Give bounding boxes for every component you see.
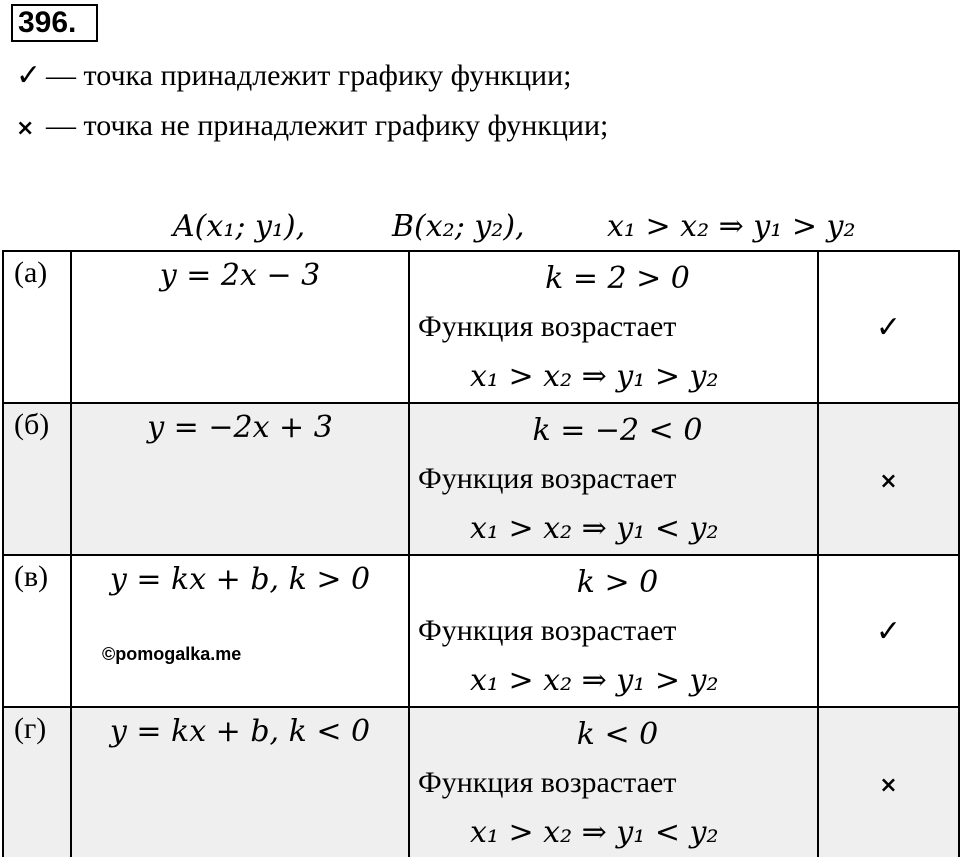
function-cell bbox=[71, 555, 409, 707]
reason-text: Функция возрастает bbox=[418, 614, 677, 647]
legend-cross-line bbox=[16, 108, 608, 147]
reason-inequality: x₁ > x₂ ⇒ y₁ > y₂ bbox=[470, 359, 719, 394]
function-cell bbox=[71, 251, 409, 403]
answer-table bbox=[2, 250, 960, 857]
reason-text: Функция возрастает bbox=[418, 310, 677, 343]
k-condition: k = −2 < 0 bbox=[532, 413, 703, 448]
k-condition: k < 0 bbox=[576, 717, 659, 752]
function-formula: y = −2x + 3 bbox=[147, 410, 333, 445]
k-condition: k = 2 > 0 bbox=[545, 261, 690, 296]
check-icon: ✓ bbox=[875, 309, 902, 345]
problem-number: 396. bbox=[11, 4, 98, 42]
cross-icon: × bbox=[879, 773, 898, 798]
row-label: (в) bbox=[3, 555, 71, 707]
reason-inequality: x₁ > x₂ ⇒ y₁ < y₂ bbox=[470, 815, 719, 850]
function-cell bbox=[71, 403, 409, 555]
cross-icon: × bbox=[16, 116, 35, 141]
table-row bbox=[3, 403, 959, 555]
check-icon: ✓ bbox=[875, 613, 902, 649]
function-formula: y = kx + b, k < 0 bbox=[109, 714, 371, 749]
header-point-a: A(x₁; y₁), bbox=[173, 209, 306, 244]
table-row bbox=[3, 251, 959, 403]
header-point-b: B(x₂; y₂), bbox=[392, 209, 525, 244]
reason-cell bbox=[409, 707, 818, 857]
function-formula: y = kx + b, k > 0 bbox=[109, 562, 371, 597]
table-row bbox=[3, 555, 959, 707]
function-formula: y = 2x − 3 bbox=[159, 258, 321, 293]
mark-cell bbox=[818, 403, 959, 555]
function-cell bbox=[71, 707, 409, 857]
reason-text: Функция возрастает bbox=[418, 462, 677, 495]
reason-text: Функция возрастает bbox=[418, 766, 677, 799]
mark-cell bbox=[818, 251, 959, 403]
mark-cell bbox=[818, 707, 959, 857]
reason-inequality: x₁ > x₂ ⇒ y₁ < y₂ bbox=[470, 511, 719, 546]
reason-cell bbox=[409, 403, 818, 555]
check-icon: ✓ bbox=[16, 59, 42, 92]
row-label: (б) bbox=[3, 403, 71, 555]
header-condition: x₁ > x₂ ⇒ y₁ > y₂ bbox=[607, 209, 856, 244]
cross-icon: × bbox=[879, 469, 898, 494]
legend-check-line bbox=[16, 58, 571, 94]
legend-check-text: — точка принадлежит графику функции; bbox=[46, 59, 572, 92]
reason-cell bbox=[409, 555, 818, 707]
k-condition: k > 0 bbox=[576, 565, 659, 600]
row-label: (а) bbox=[3, 251, 71, 403]
reason-cell bbox=[409, 251, 818, 403]
mark-cell bbox=[818, 555, 959, 707]
legend-cross-text: — точка не принадлежит графику функции; bbox=[46, 109, 609, 142]
row-label: (г) bbox=[3, 707, 71, 857]
reason-inequality: x₁ > x₂ ⇒ y₁ > y₂ bbox=[470, 663, 719, 698]
watermark: ©pomogalka.me bbox=[102, 644, 242, 664]
table-row bbox=[3, 707, 959, 857]
